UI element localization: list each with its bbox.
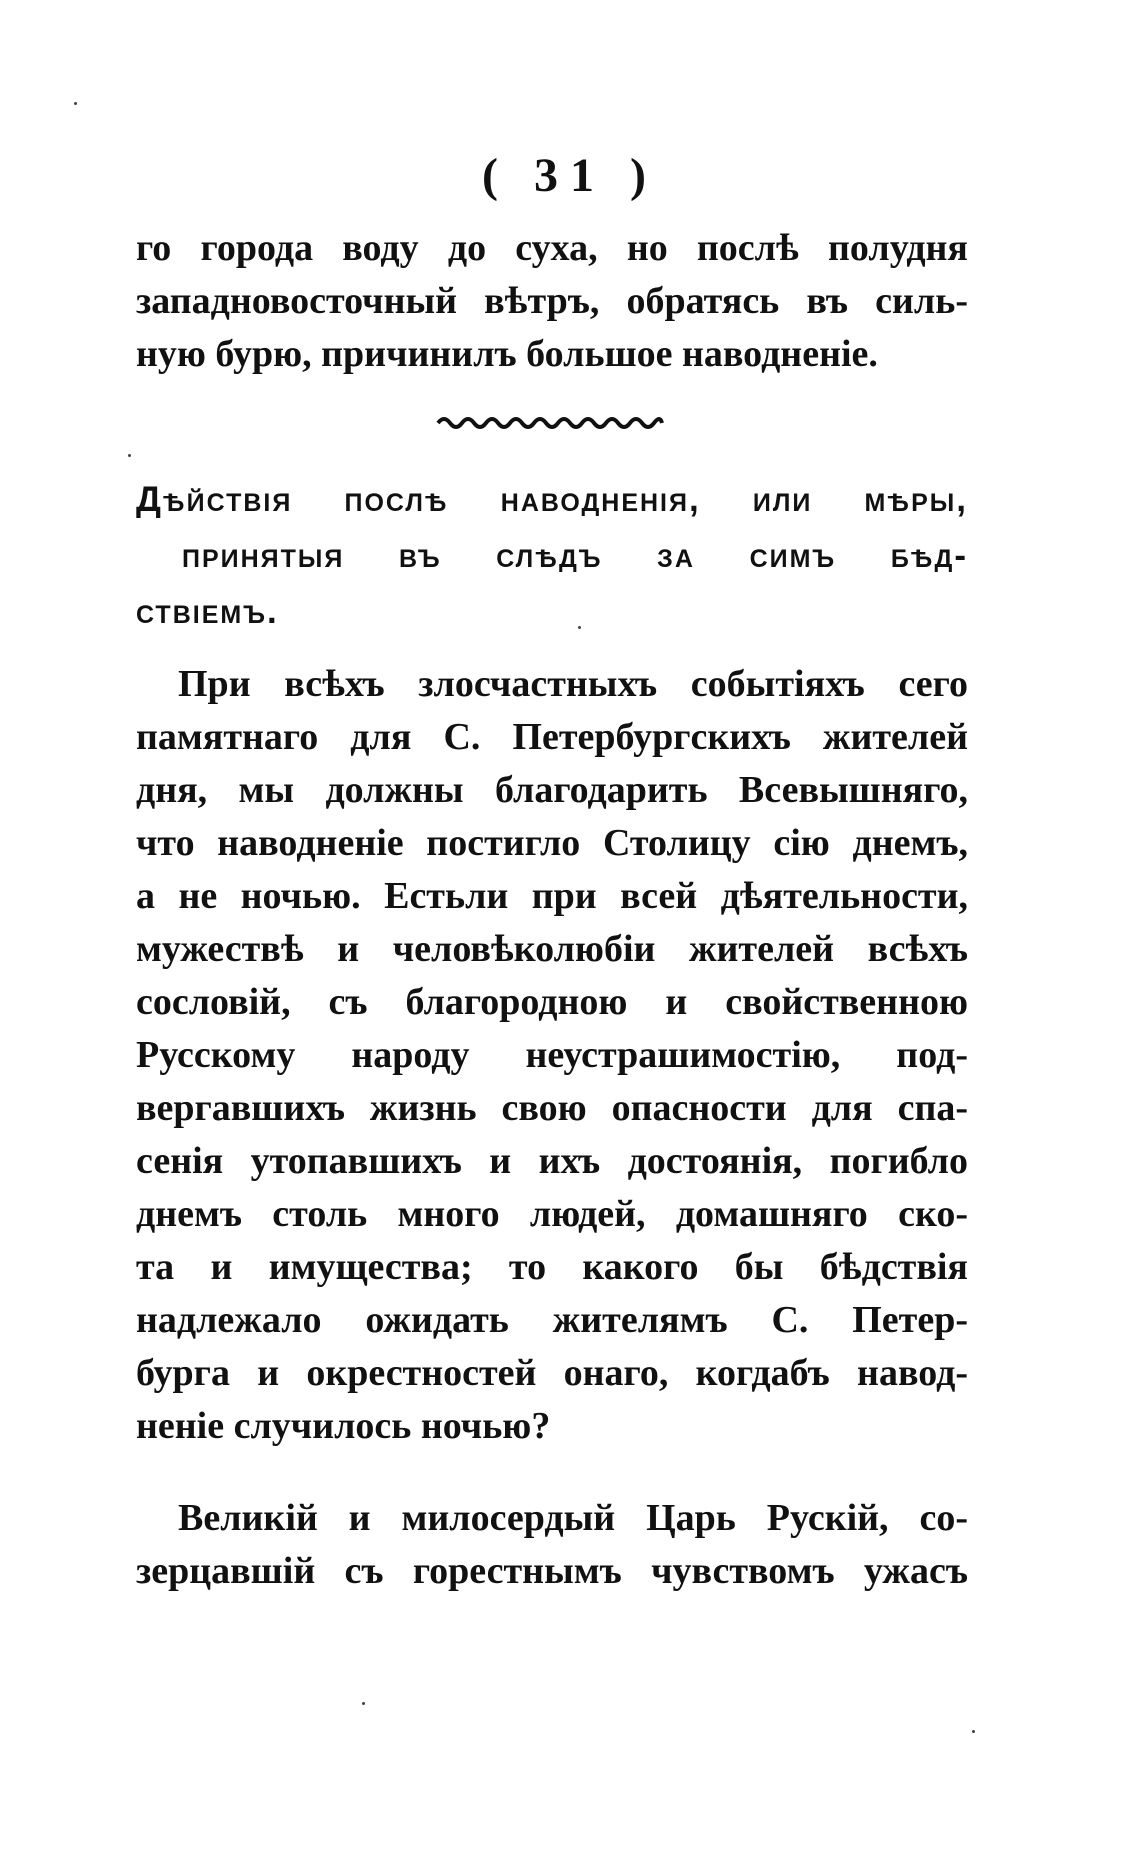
text-line: та и имущества; то какого бы бѣдствія [136, 1246, 968, 1288]
body-paragraph [136, 1492, 968, 1598]
print-speck [578, 626, 581, 629]
text-line: сословій, съ благородною и свойственною [136, 981, 968, 1023]
wavy-divider-ornament [436, 412, 664, 434]
text-line: Великій и милосердый Царь Рускій, со- [178, 1497, 968, 1539]
text-line: надлежало ожидать жителямъ С. Петер- [136, 1299, 968, 1341]
heading-line: ствіемъ. [136, 592, 279, 631]
page-number: ( 31 ) [482, 149, 658, 202]
text-line: го города воду до суха, но послѣ полудня [136, 227, 968, 269]
body-paragraph [136, 658, 968, 1453]
top-paragraph [136, 222, 968, 381]
text-line: мужествѣ и человѣколюбіи жителей всѣхъ [136, 928, 968, 970]
print-speck [74, 102, 77, 105]
text-line: Русскому народу неустрашимостію, под- [136, 1034, 968, 1076]
text-line: что наводненіе постигло Столицу сію днемъ, [136, 822, 968, 864]
section-heading [136, 472, 968, 640]
text-line: неніе случилось ночью? [136, 1405, 551, 1447]
heading-line: Дѣйствія послѣ наводненія, или мѣры, [136, 480, 968, 519]
text-line: вергавшихъ жизнь свою опасности для спа- [136, 1087, 968, 1129]
text-line: дня, мы должны благодарить Всевышняго, [136, 769, 968, 811]
text-line: сенія утопавшихъ и ихъ достоянія, погибло [136, 1140, 968, 1182]
text-line: бурга и окрестностей онаго, когдабъ навод- [136, 1352, 968, 1394]
text-line: При всѣхъ злосчастныхъ событіяхъ сего [178, 663, 968, 705]
print-speck [972, 1730, 975, 1733]
text-line: ную бурю, причинилъ большое наводненіе. [136, 333, 878, 375]
print-speck [128, 454, 131, 457]
heading-line: принятыя въ слѣдъ за симъ бѣд- [182, 536, 968, 575]
text-line: а не ночью. Естьли при всей дѣятельности, [136, 875, 968, 917]
text-line: западновосточный вѣтръ, обратясь въ силь- [136, 280, 968, 322]
text-line: зерцавшій съ горестнымъ чувствомъ ужасъ [136, 1550, 968, 1592]
text-line: памятнаго для С. Петербургскихъ жителей [136, 716, 968, 758]
text-line: днемъ столь много людей, домашняго ско- [136, 1193, 968, 1235]
print-speck [362, 1702, 365, 1705]
